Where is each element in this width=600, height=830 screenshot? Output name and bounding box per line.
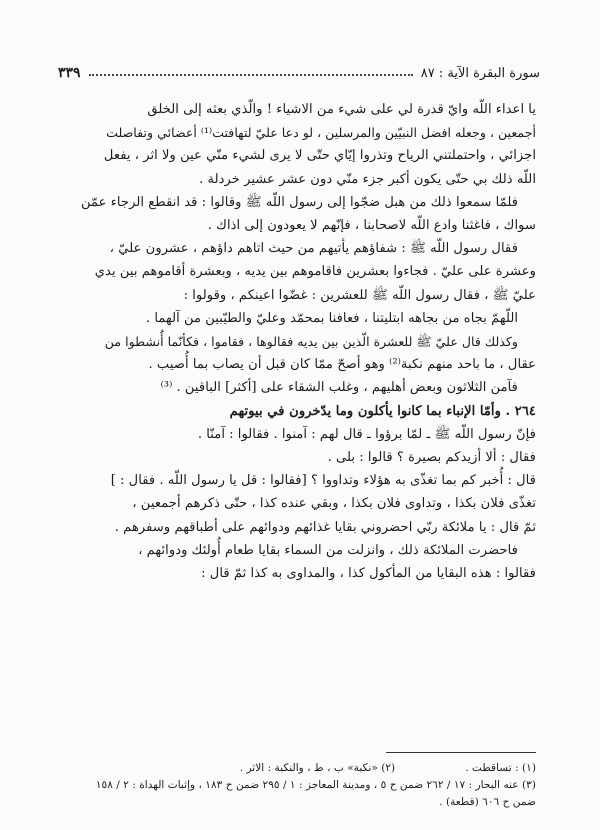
footnote-separator: [386, 752, 536, 753]
body-line: فقال رسول اللّه ﷺ : شفاؤهم يأتيهم من حيث اتاهم داؤهم ، عشرون عليّ ،: [109, 241, 518, 257]
footnote-1: (١) : تساقطت .: [465, 762, 536, 774]
body-line: يا اعداء اللّه وايّ قدرة لي على شيء من الاشياء ! والّذي بعثه إلى الخلق: [147, 102, 536, 117]
header-dotted-rule: [89, 74, 413, 76]
body-line: اللّهمّ بجاه من بجاهه ابتليتنا ، فعافنا بمحمّد وعليّ والطيّبين من آلهما .: [145, 310, 518, 326]
page-number: ٣٣٩: [58, 65, 81, 81]
footnote-row: [64, 760, 536, 777]
footnote-3: (٣) عنه البحار : ١٧ / ٢٦٢ ضمن ح ٥ ، ومدينة المعاجز : ١ / ٢٩٥ ضمن ح ١٨٣ ، وإثبات الهداة : ٢ / ١٥٨: [95, 779, 536, 791]
running-title: سورة البقرة الآية : ٨٧: [420, 65, 540, 81]
body-line: تغذّى فلان بكذا ، وتداوى فلان بكذا ، وبقي عنده كذا ، حتّى ذكرهم أجمعين ،: [132, 496, 536, 512]
footnote-3-continued: ضمن ح ٦٠٦ (قطعة) .: [439, 796, 536, 808]
body-line: فلمّا سمعوا ذلك من هبل ضجّوا إلى رسول اللّه ﷺ وقالوا : قد انقطع الرجاء عمّن: [80, 194, 518, 210]
body-line: اجزائي ، واحتملتني الرياح وتذروا إيّاي حتّى لا يرى لشيء منّي عين ولا اثر ، يفعل: [103, 148, 536, 164]
body-line: عقال ، ما باحد منهم نكبة⁽²⁾ وهو أصحّ ممّا كان قبل أن يصاب بما أُصيب .: [148, 357, 536, 373]
body-line: قال : أُخبر كم بما تغذّى به هؤلاء وتداووا ؟ [فقالوا : قل يا رسول اللّه . فقال : ]: [110, 473, 536, 489]
body-line: فآمن الثلاثون وبعض أهليهم ، وغلب الشقاء على [أكثر] الباقين . ⁽³⁾: [160, 380, 518, 396]
body-line: وكذلك قال عليّ ﷺ للعشرة الّذين بين يديه فقالوها ، فقاموا ، فكأنّما أُنشطوا من: [104, 334, 518, 350]
body-line: فقالوا : هذه البقايا من المأكول كذا ، والمداوى به كذا ثمّ قال :: [201, 566, 536, 582]
body-line: فاحضرت الملائكة ذلك ، وانزلت من السماء بقايا طعام أُولئك ودوائهم ،: [138, 542, 518, 558]
body-line: ثمّ قال : يا ملائكة ربّي احضروني بقايا غذائهم ودوائهم على أطباقهم وسفرهم .: [114, 519, 536, 535]
body-line: سواك ، فاغثنا وادع اللّه لاصحابنا ، فإنّهم لا يعودون إلى اذاك .: [207, 218, 536, 234]
body-line: وعشرة على عليّ . فجاءوا بعشرين فاقاموهم بين يديه ، وبعشرة أقاموهم بين يدي: [94, 264, 536, 280]
footnote-2: (٢) «نكبة» ب ، ط ، والنكبة : الاثر .: [239, 762, 396, 774]
footnotes: [64, 760, 536, 811]
body-line: عليّ ﷺ ، فقال رسول اللّه ﷺ للعشرين : غضّوا اعينكم ، وقولوا :: [183, 287, 536, 303]
page-body: [64, 98, 536, 585]
body-line: أجمعين ، وجعله افضل النبيّين والمرسلين ، لو دعا عليّ لتهافتت⁽¹⁾ أعضائي وتفاصلت: [106, 125, 536, 141]
section-heading: ٢٦٤ . وأمّا الإنباء بما كانوا يأكلون وما يدّخرون في بيوتهم: [229, 403, 536, 419]
body-line: فإنّ رسول اللّه ﷺ ـ لمّا برؤوا ـ قال لهم : آمنوا . فقالوا : آمنّا .: [197, 426, 536, 442]
body-line: فقال : ألا أزيدكم بصيرة ؟ قالوا : بلى .: [327, 450, 536, 466]
body-line: اللّه ذلك بي حتّى يكون أكبر جزء منّي دون عشر عشير خردلة .: [199, 171, 536, 187]
page-header: [58, 62, 540, 84]
